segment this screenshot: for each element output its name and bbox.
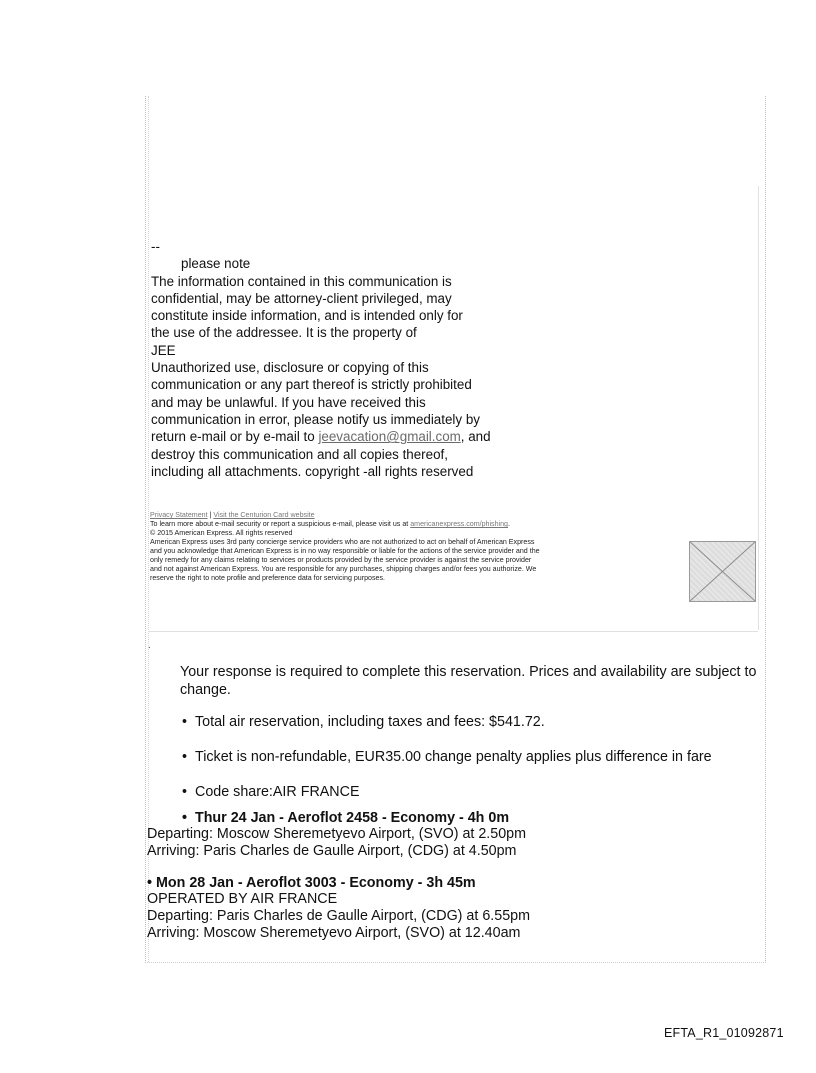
flight-1-heading: Thur 24 Jan - Aeroflot 2458 - Economy - 4h 0m [194,810,510,826]
link-separator: | [207,511,214,519]
notice-line: constitute inside information, and is intended only for [151,308,463,324]
learn-suffix: . [508,520,510,528]
please-note: please note [181,256,251,272]
flight-1-details [147,826,526,860]
image-placeholder-icon [690,542,755,601]
email-link[interactable]: jeevacation@gmail.com [318,429,461,445]
flight-1-title [182,809,509,827]
flight-1-departing: Departing: Moscow Sheremetyevo Airport, (SVO) at 2.50pm [147,826,527,842]
notice-line: the use of the addressee. It is the property of [151,325,417,341]
copyright: © 2015 American Express. All rights reserved [150,529,293,537]
disclaimer-line: and not against American Express. You are responsible for any purchases, shipping charges and/or fees you authorize. We [150,565,537,573]
return-suffix: , and [460,429,491,445]
bullet-symbol: • [182,749,188,765]
security-line [150,520,690,529]
amex-footer [150,511,690,583]
centurion-website-link[interactable]: Visit the Centurion Card website [213,511,315,519]
notice-line: confidential, may be attorney-client privileged, may [151,290,452,306]
notice-line: communication in error, please notify us immediately by [151,411,480,427]
broken-image-placeholder [689,541,756,602]
bullet-text: Code share:AIR FRANCE [195,784,360,800]
flight-2-title [147,874,476,892]
notice-line: and may be unlawful. If you have received this [151,394,426,410]
bates-number: EFTA_R1_01092871 [664,1026,784,1040]
bullet-text: Ticket is non-refundable, EUR35.00 change penalty applies plus difference in fare [195,749,712,765]
flight-1-arriving: Arriving: Paris Charles de Gaulle Airport, (CDG) at 4.50pm [147,843,517,859]
notice-line: communication or any part thereof is strictly prohibited [151,377,472,393]
learn-prefix: To learn more about e-mail security or report a suspicious e-mail, please visit us at [150,520,411,528]
disclaimer-line: only remedy for any claims relating to services or products provided by the service provider is against the service provider [150,556,532,564]
phishing-link[interactable]: americanexpress.com/phishing [410,520,509,528]
response-required-text: Your response is required to complete this reservation. Prices and availability are subject to change. [180,664,757,698]
return-prefix: return e-mail or by e-mail to [151,429,319,445]
notice-line: destroy this communication and all copies thereof, [151,446,448,462]
notice-dash: -- [151,239,160,254]
flight-2-arriving: Arriving: Moscow Sheremetyevo Airport, (SVO) at 12.40am [147,925,521,941]
notice-line: including all attachments. copyright -all rights reserved [151,463,474,479]
inner-right-border [758,186,759,630]
bullet-symbol: • [182,714,188,730]
privacy-statement-link[interactable]: Privacy Statement [150,511,208,519]
bullet-symbol: • [147,875,153,891]
list-item [182,783,712,801]
disclaimer-line: American Express uses 3rd party concierge service providers who are not authorized to act on behalf of American Express [150,538,535,546]
bullet-symbol: • [182,810,188,826]
notice-line: JEE [151,342,176,358]
confidentiality-notice [151,238,551,480]
disclaimer-line: reserve the right to note profile and preference data for servicing purposes. [150,574,386,582]
notice-line: The information contained in this communication is [151,273,452,289]
flight-2-details [147,891,530,942]
footer-links [150,511,690,520]
list-item [182,748,712,766]
flight-2-heading: Mon 28 Jan - Aeroflot 3003 - Economy - 3h 45m [156,875,476,891]
reservation-bullets [182,713,712,818]
bullet-symbol: • [182,784,188,800]
separator-dot: . [148,640,151,651]
disclaimer-line: and you acknowledge that American Express is in no way responsible or liable for the actions of the service provider and the [150,547,540,555]
flight-2-operated: OPERATED BY AIR FRANCE [147,891,338,907]
notice-line-email [151,428,551,445]
list-item [182,713,712,731]
notice-line: Unauthorized use, disclosure or copying of this [151,360,429,376]
flight-2-departing: Departing: Paris Charles de Gaulle Airport, (CDG) at 6.55pm [147,908,531,924]
bullet-text: Total air reservation, including taxes and fees: $541.72. [195,714,545,730]
